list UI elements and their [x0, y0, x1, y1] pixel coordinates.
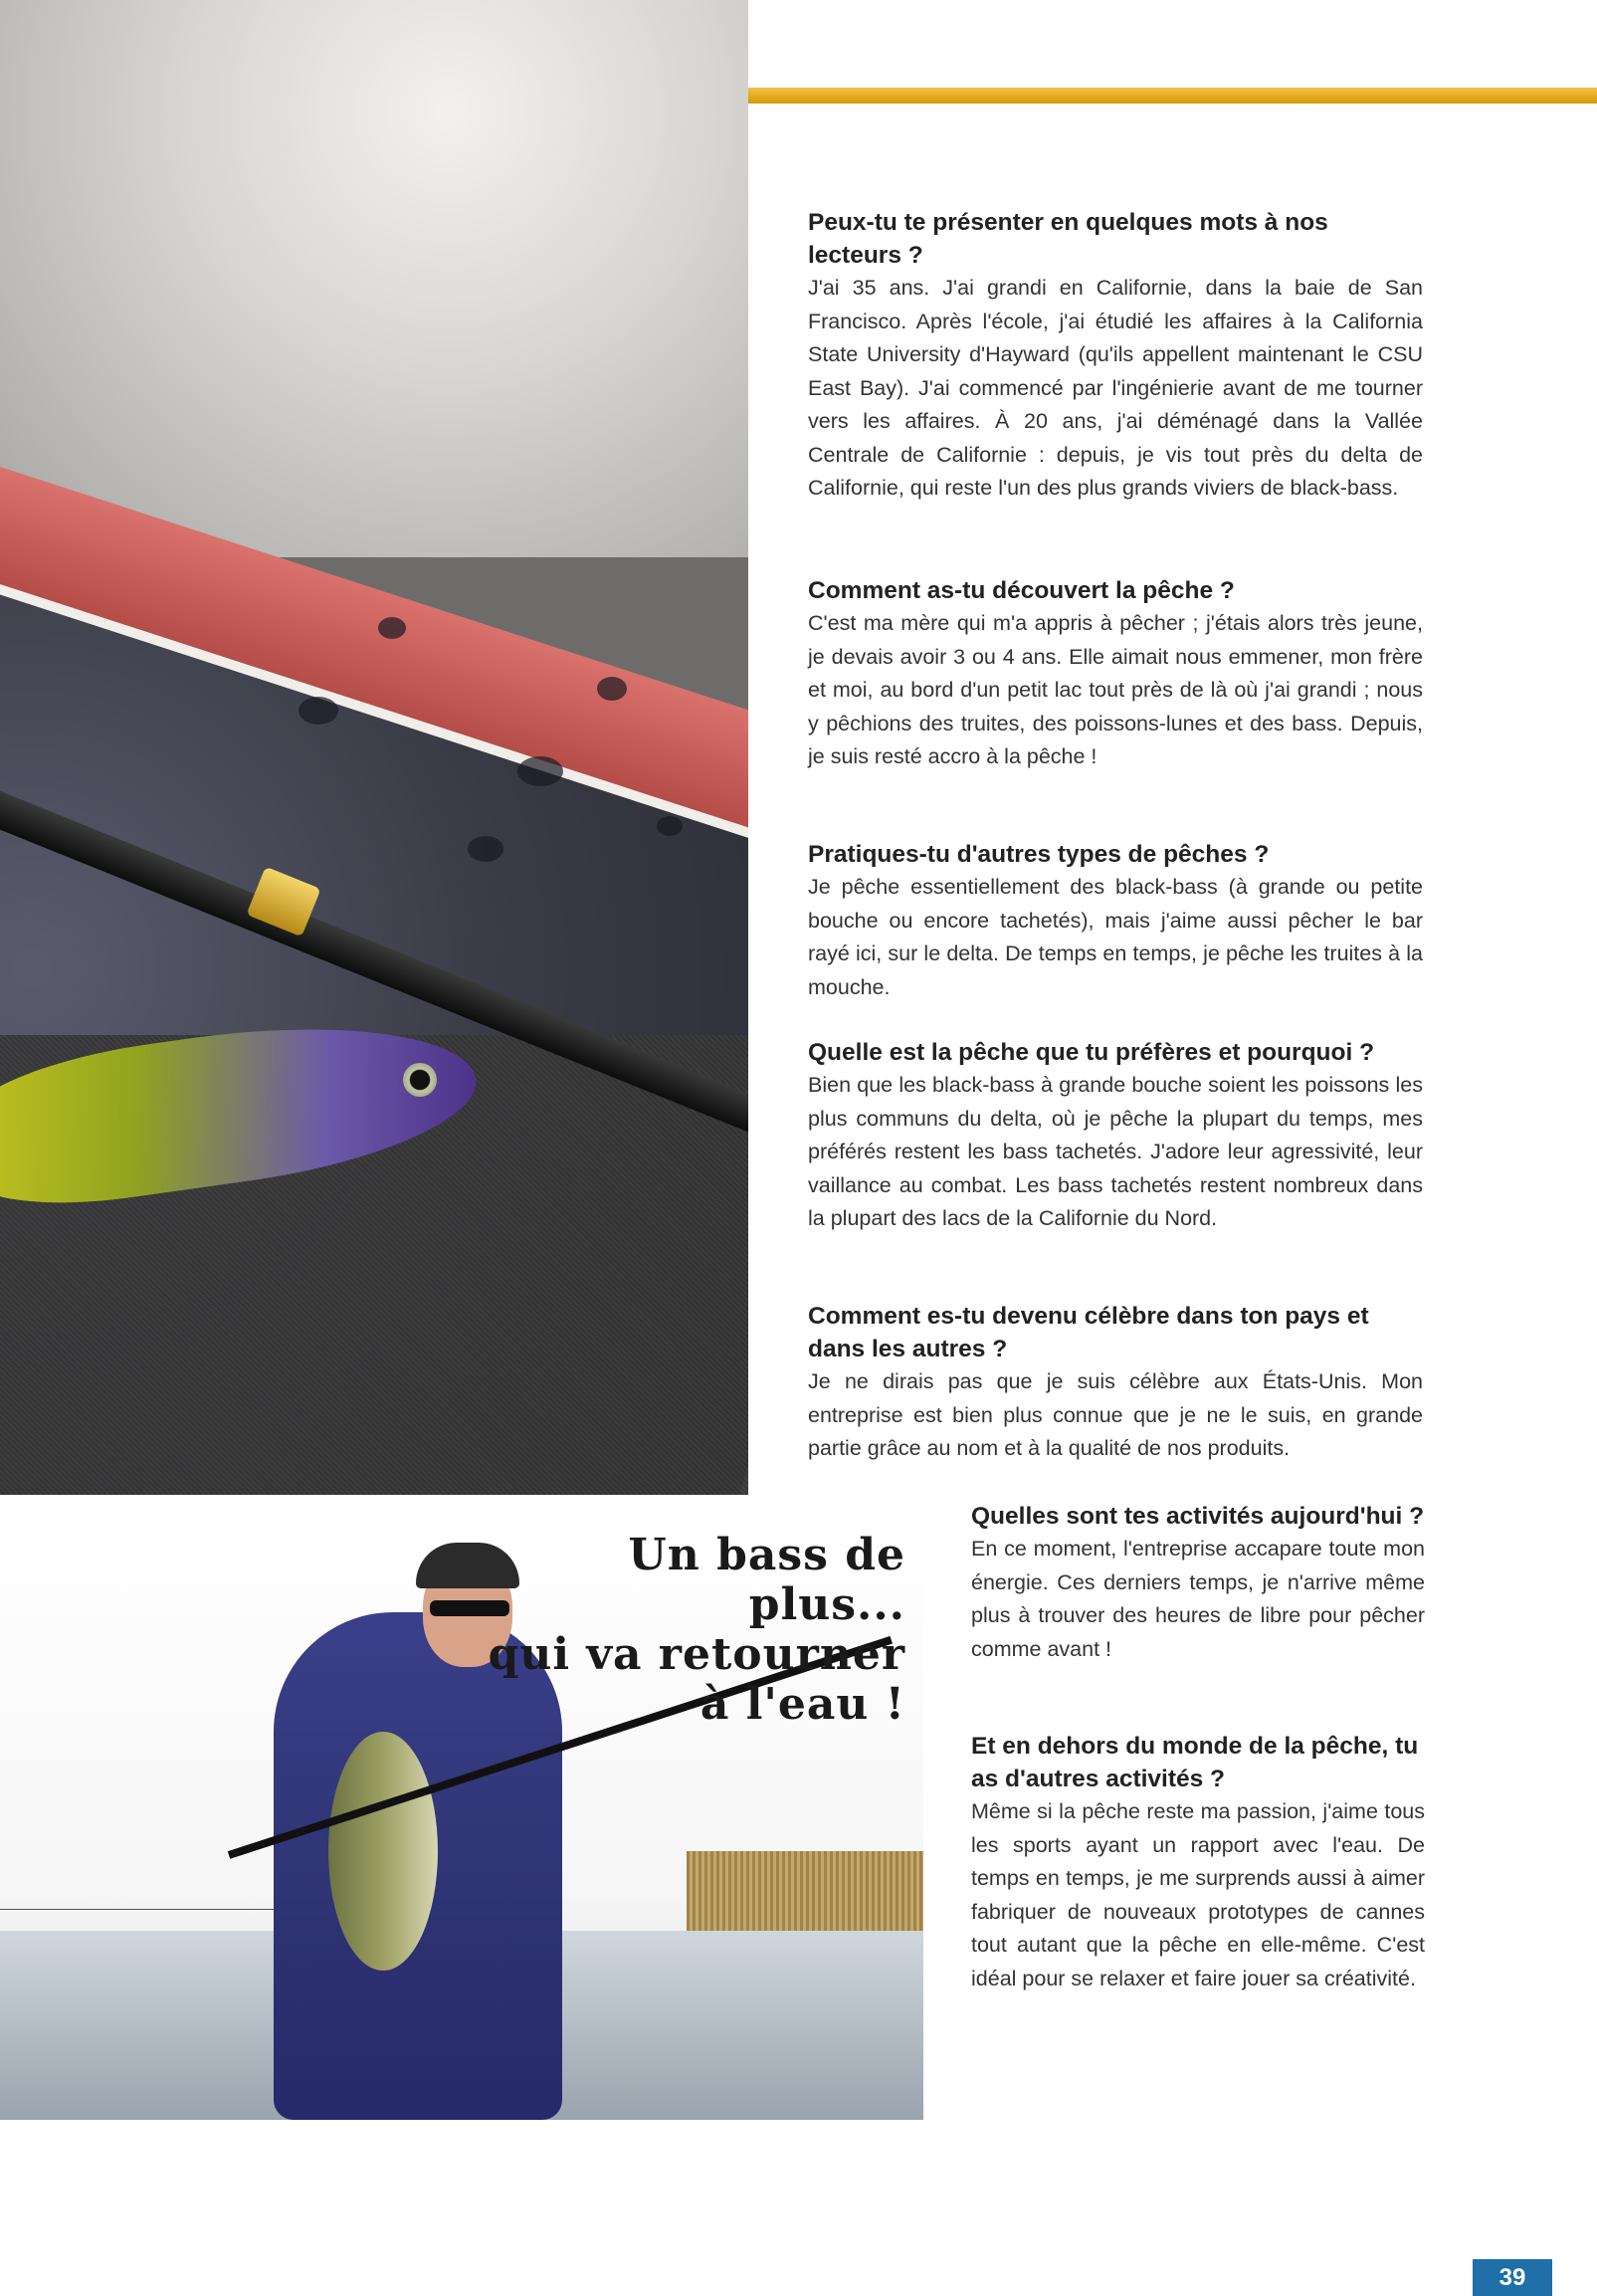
- interview-question: Comment as-tu découvert la pêche ?: [808, 577, 1235, 604]
- page-number: 39: [1473, 2259, 1552, 2296]
- photo-water: [0, 0, 748, 557]
- interview-question: Pratiques-tu d'autres types de pêches ?: [808, 841, 1270, 868]
- interview-question: Comment es-tu devenu célèbre dans ton pays et dans les autres ?: [808, 1303, 1369, 1362]
- interview-section: [808, 574, 1423, 774]
- photo-bass-fish: [328, 1732, 438, 1971]
- interview-answer: Bien que les black-bass à grande bouche soient les poissons les plus communs du delta, où je pêche la plupart du temps, mes préférés restent les bass tachetés. J'adore leur agressivité, leur vaillance au combat. Les bass tachetés restent nombreux dans la plupart des lacs de la Californie du Nord.: [808, 1073, 1423, 1230]
- interview-section: [808, 838, 1423, 1004]
- interview-section: [971, 1730, 1425, 1995]
- caption-line: qui va retourner: [488, 1629, 905, 1680]
- interview-answer: J'ai 35 ans. J'ai grandi en Californie, dans la baie de San Francisco. Après l'école, j'ai étudié les affaires à la California State University d'Hayward (qu'ils appellent maintenant le CSU East Bay). J'ai commencé par l'ingénierie avant de me tourner vers les affaires. À 20 ans, j'ai déménagé dans la Vallée Centrale de Californie : depuis, je vis tout près du delta de Californie, qui reste l'un des plus grands viviers de black-bass.: [808, 276, 1423, 500]
- interview-answer: C'est ma mère qui m'a appris à pêcher ; j'étais alors très jeune, je devais avoir 3 ou 4 ans. Elle aimait nous emmener, mon frère et moi, au bord d'un petit lac tout près de là où j'ai grandi ; nous y pêchions des truites, des poissons-lunes et des bass. Depuis, je suis resté accro à la pêche !: [808, 611, 1423, 768]
- interview-answer: Je pêche essentiellement des black-bass (à grande ou petite bouche ou encore tachetés), mais j'aime aussi pêcher le bar rayé ici, sur le delta. De temps en temps, je pêche les truites à la mouche.: [808, 875, 1423, 999]
- interview-question: Quelles sont tes activités aujourd'hui ?: [971, 1503, 1425, 1530]
- interview-section: [808, 1036, 1423, 1236]
- caption-line: Un bass de plus...: [628, 1530, 905, 1630]
- photo-water-drop: [597, 677, 627, 701]
- interview-section: [971, 1500, 1425, 1666]
- photo-water-drop: [517, 756, 563, 786]
- interview-section: [808, 206, 1423, 506]
- photo-water-drop: [657, 816, 683, 836]
- interview-question: Et en dehors du monde de la pêche, tu as d'autres activités ?: [971, 1733, 1419, 1792]
- photo-water-drop: [468, 836, 503, 862]
- photo-water-drop: [378, 617, 406, 639]
- interview-question: Peux-tu te présenter en quelques mots à nos lecteurs ?: [808, 209, 1328, 269]
- interview-answer: Même si la pêche reste ma passion, j'aime tous les sports ayant un rapport avec l'eau. De temps en temps, je me surprends aussi à aimer fabriquer de nouveaux prototypes de cannes tout autant que la pêche en elle-même. C'est idéal pour se relaxer et faire jouer sa créativité.: [971, 1799, 1425, 1990]
- interview-section: [808, 1300, 1423, 1466]
- photo-caption: [468, 1531, 905, 1730]
- photo-lure-eye: [403, 1063, 437, 1097]
- photo-water-drop: [299, 697, 338, 725]
- interview-answer: En ce moment, l'entreprise accapare toute mon énergie. Ces derniers temps, je n'arrive même plus à trouver des heures de libre pour pêcher comme avant !: [971, 1537, 1425, 1661]
- interview-answer: Je ne dirais pas que je suis célèbre aux États-Unis. Mon entreprise est bien plus connue que je ne le suis, en grande partie grâce au nom et à la qualité de nos produits.: [808, 1369, 1423, 1460]
- photo-reeds: [687, 1851, 923, 1941]
- interview-question: Quelle est la pêche que tu préfères et pourquoi ?: [808, 1039, 1375, 1066]
- rod-and-lure-photo: [0, 0, 748, 1495]
- caption-line: à l'eau !: [699, 1679, 905, 1730]
